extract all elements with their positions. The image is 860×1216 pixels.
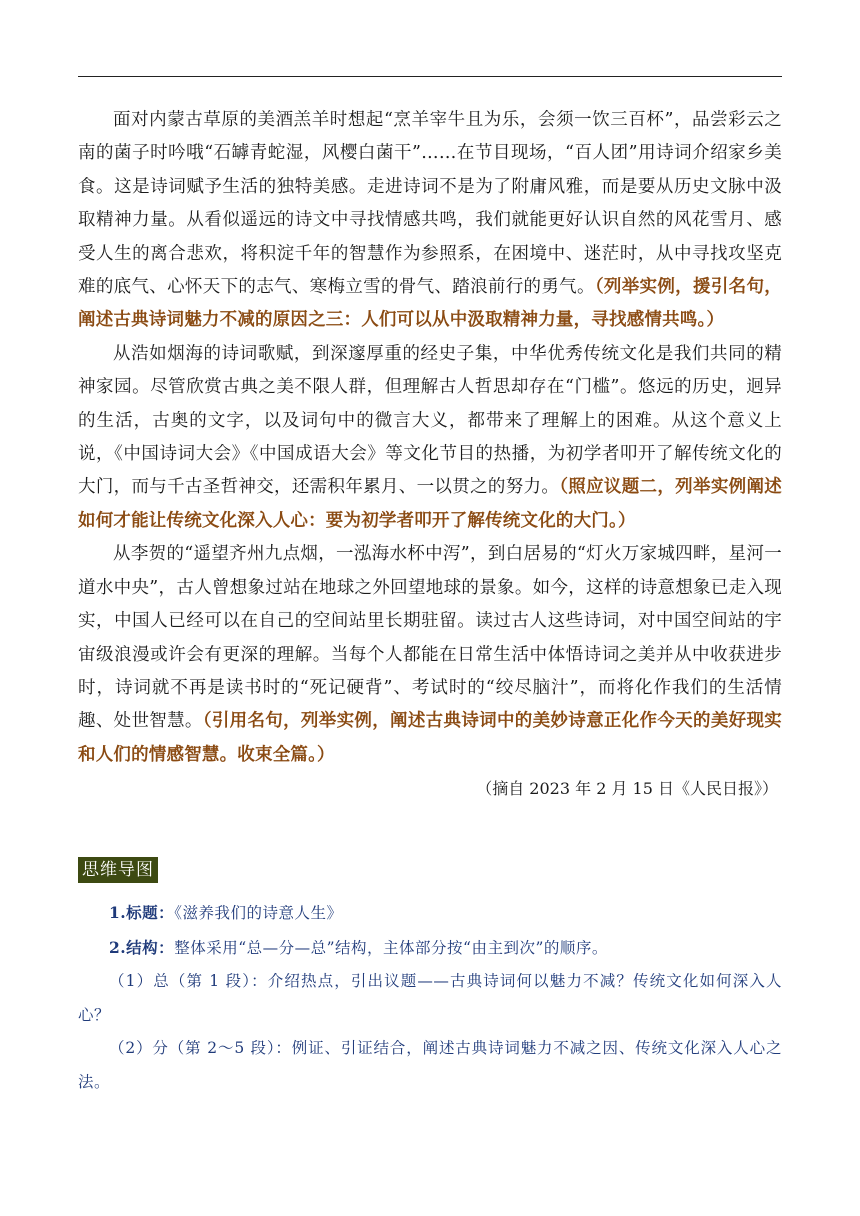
mindmap-text: 《滋养我们的诗意人生》	[174, 904, 343, 922]
mindmap-text: （1）总（第 1 段）：介绍热点，引出议题——古典诗词何以魅力不减？传统文化如何深入人心？	[78, 972, 782, 1024]
mindmap-text: 整体采用“总—分—总”结构，主体部分按“由主到次”的顺序。	[174, 938, 608, 957]
mindmap-text: （2）分（第 2～5 段）：例证、引证结合，阐述古典诗词魅力不减之因、传统文化深入人心之法。	[78, 1039, 782, 1091]
annotation-comment: （引用名句，列举实例，阐述古典诗词中的美妙诗意正化作今天的美好现实和人们的情感智慧。收束全篇。）	[78, 711, 782, 765]
article-paragraph	[78, 338, 782, 538]
mindmap-label: 2.结构：	[109, 937, 175, 957]
paragraph-text: 从李贺的“遥望齐州九点烟，一泓海水杯中泻”，到白居易的“灯火万家城四畔，星河一道水中央”，古人曾想象过站在地球之外回望地球的景象。如今，这样的诗意想象已走入现实，中国人已经可以在自己的空间站里长期驻留。读过古人这些诗词，对中国空间站的宇宙级浪漫或许会有更深的理解。当每个人都能在日常生活中体悟诗词之美并从中收获进步时，诗词就不再是读书时的“死记硬背”、考试时的“绞尽脑汁”，而将化作我们的生活情趣、处世智慧。	[78, 544, 782, 732]
mindmap-subitem	[78, 965, 782, 1032]
mindmap-structure-line	[78, 931, 782, 966]
mindmap-label: 1.标题：	[109, 903, 175, 922]
mindmap-subitem	[78, 1032, 782, 1099]
article-paragraph	[78, 104, 782, 338]
article-body	[78, 104, 782, 805]
top-rule	[78, 76, 782, 77]
paragraph-text: 从浩如烟海的诗词歌赋，到深邃厚重的经史子集，中华优秀传统文化是我们共同的精神家园。尽管欣赏古典之美不限人群，但理解古人哲思却存在“门槛”。悠远的历史，迥异的生活，古奥的文字，以及词句中的微言大义，都带来了理解上的困难。从这个意义上说，《中国诗词大会》《中国成语大会》等文化节目的热播，为初学者叩开了解传统文化的大门，而与千古圣哲神交，还需积年累月、一以贯之的努力。	[78, 343, 782, 498]
paragraph-text: 面对内蒙古草原的美酒羔羊时想起“烹羊宰牛且为乐，会须一饮三百杯”，品尝彩云之南的菌子时吟哦“石罅青蛇湿，风樱白菌干”……在节目现场，“百人团”用诗词介绍家乡美食。这是诗词赋予生活的独特美感。走进诗词不是为了附庸风雅，而是要从历史文脉中汲取精神力量。从看似遥远的诗文中寻找情感共鸣，我们就能更好认识自然的风花雪月、感受人生的离合悲欢，将积淀千年的智慧作为参照系，在困境中、迷茫时，从中寻找攻坚克难的底气、心怀天下的志气、寒梅立雪的骨气、踏浪前行的勇气。	[78, 110, 782, 298]
mindmap-header: 思维导图	[78, 857, 158, 883]
source-citation: （摘自 2023 年 2 月 15 日《人民日报》）	[476, 779, 778, 799]
annotation-comment: （照应议题二，列举实例阐述如何才能让传统文化深入人心：要为初学者叩开了解传统文化的大门。）	[78, 477, 782, 531]
mindmap-content	[78, 896, 782, 1099]
mindmap-title-line	[78, 896, 782, 931]
annotation-comment: （列举实例，援引名句，阐述古典诗词魅力不减的原因之三：人们可以从中汲取精神力量，寻找感情共鸣。）	[78, 277, 782, 331]
article-paragraph	[78, 538, 782, 772]
